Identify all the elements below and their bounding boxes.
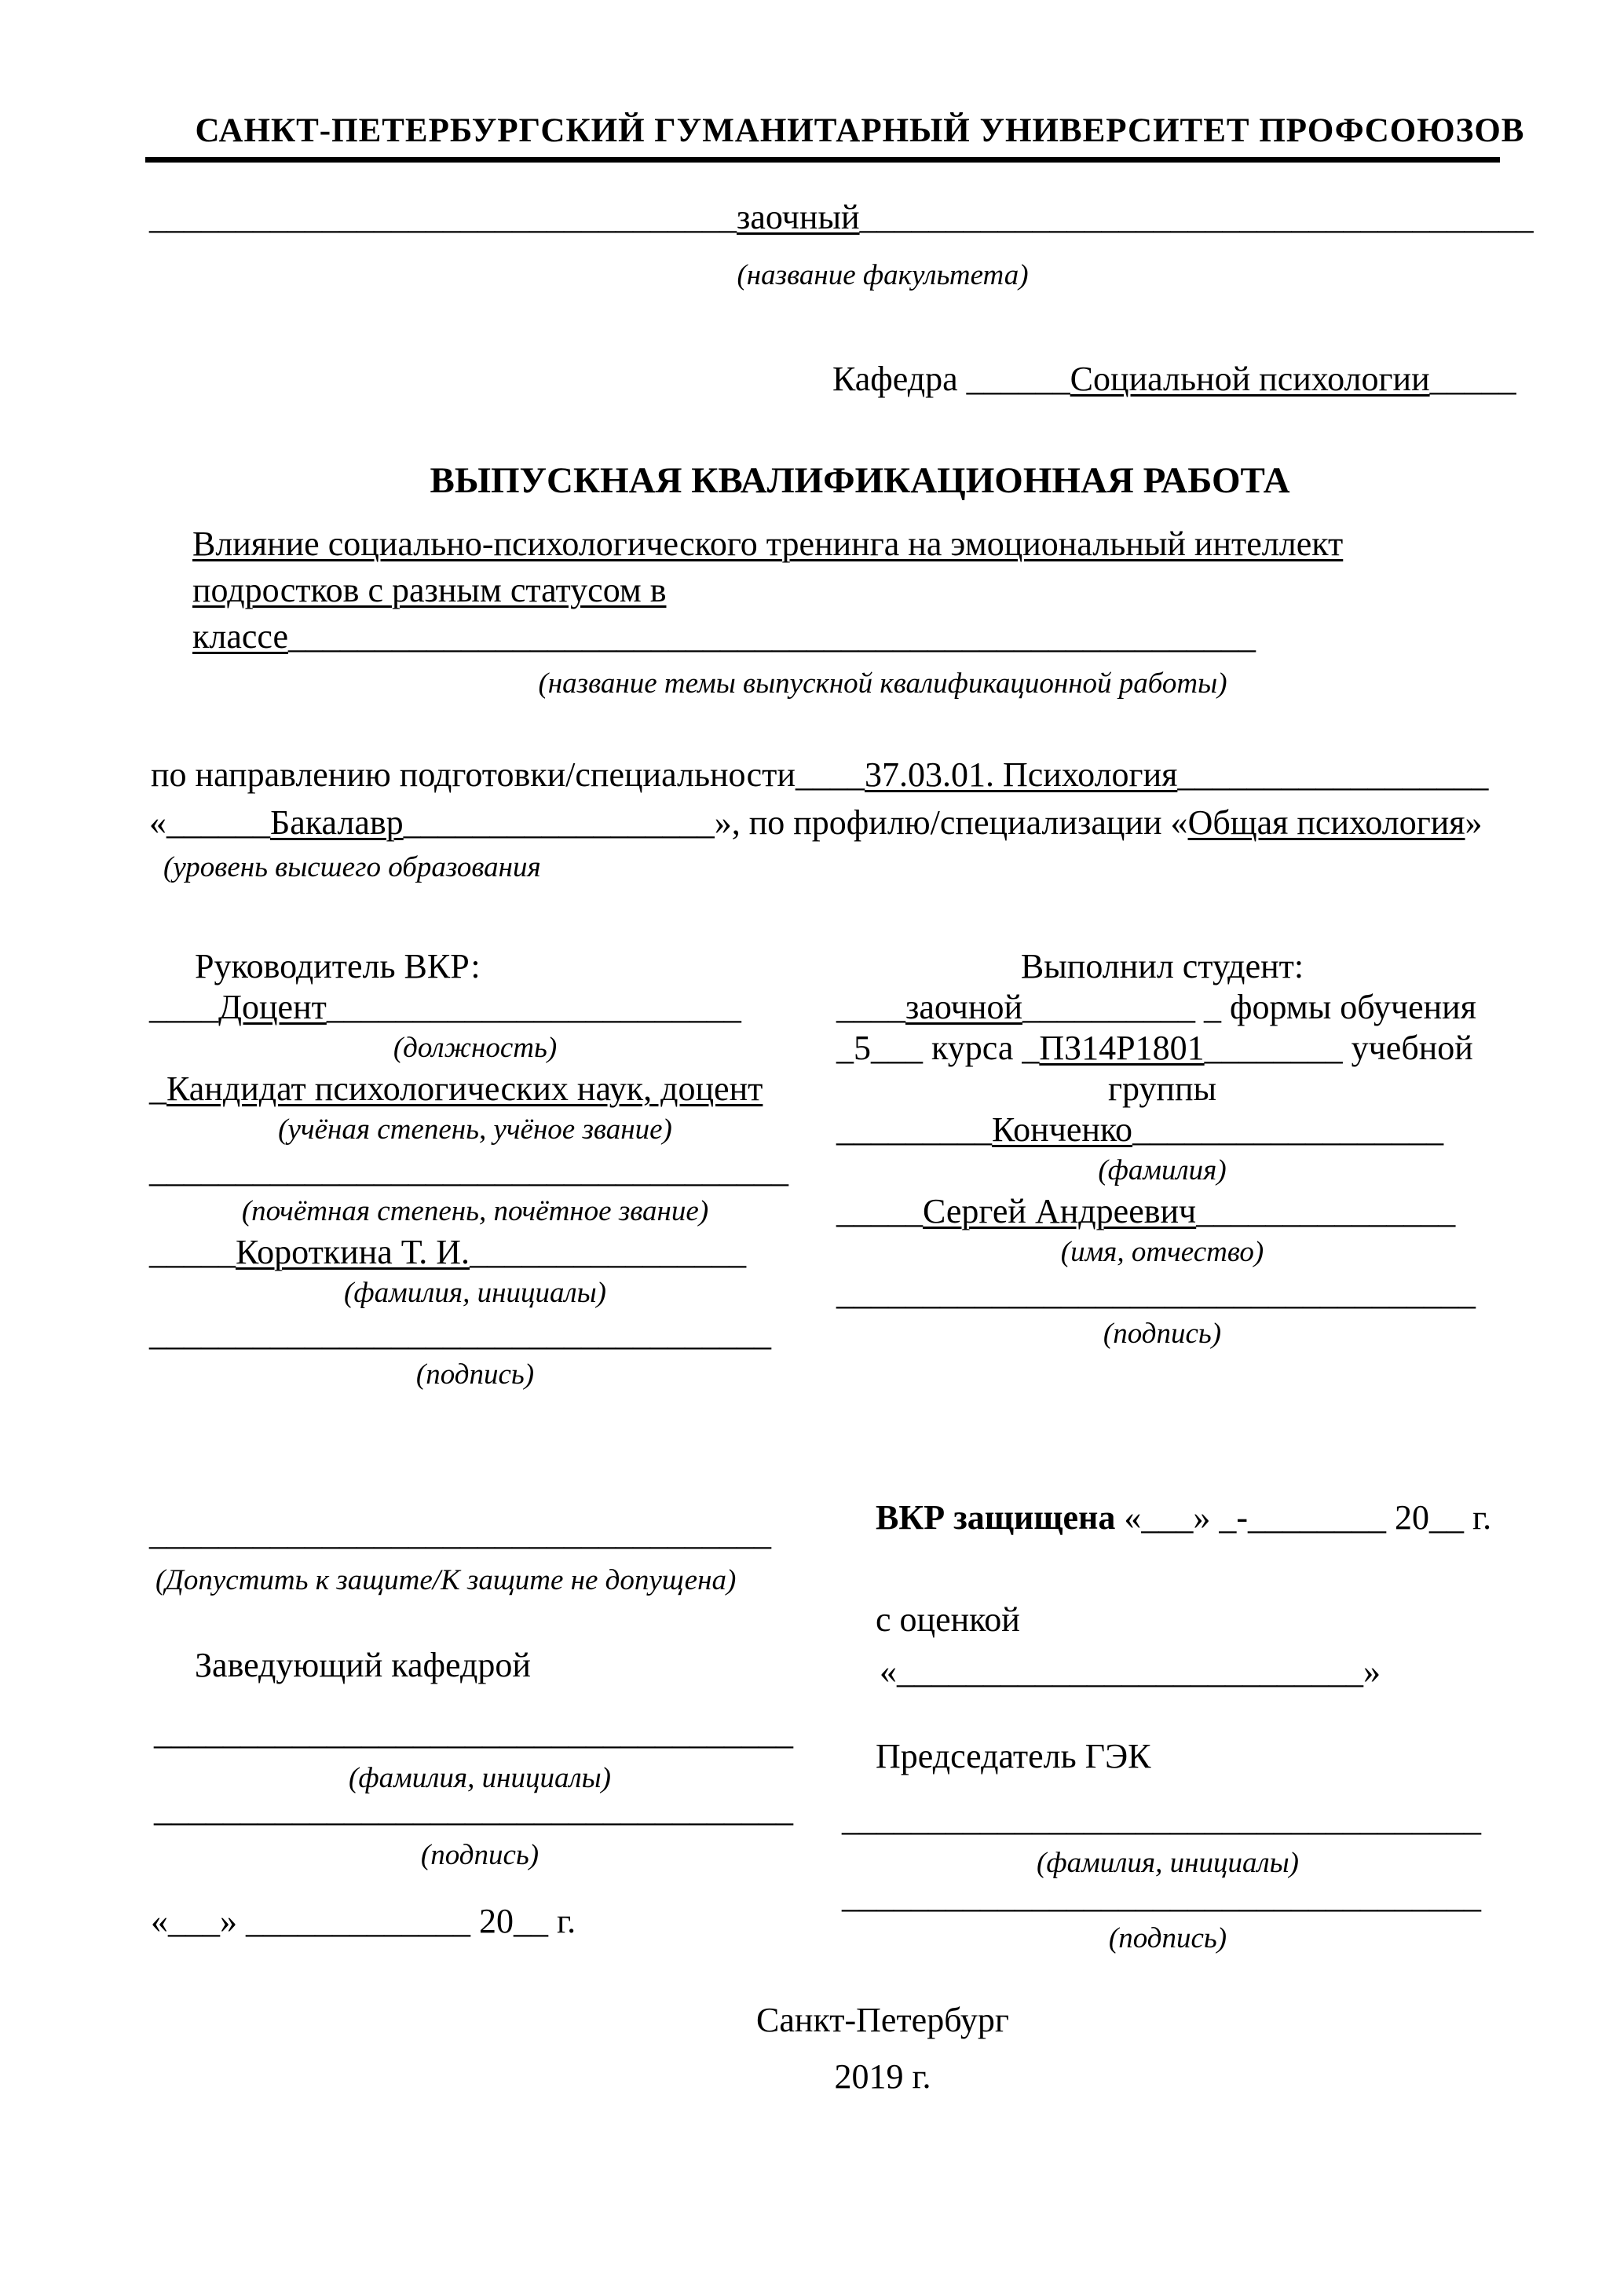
student-name-line: [836, 1191, 1545, 1232]
faculty-blank-post: _______________________________________: [859, 198, 1534, 236]
student-name-value: Сергей Андреевич: [923, 1192, 1197, 1230]
student-form-suffix: формы обучения: [1221, 988, 1476, 1026]
chairman-name-line: _____________________________________: [842, 1800, 1481, 1838]
honorary-caption: (почётная степень, почётное звание): [241, 1195, 709, 1227]
supervisor-column: [149, 946, 801, 1395]
direction-line: [151, 755, 1488, 795]
student-form-line: [836, 987, 1545, 1028]
supervisor-degree-line: [149, 1069, 801, 1110]
department-head-label: Заведующий кафедрой: [195, 1646, 531, 1684]
thesis-title-blank: ________________________________________________________: [288, 617, 1256, 656]
department-value: Социальной психологии: [1070, 360, 1430, 398]
supervisor-name-blank-post: ________________: [470, 1233, 747, 1271]
department-line: [832, 360, 1516, 400]
name-initials-caption: (фамилия, инициалы): [344, 1277, 606, 1309]
student-name-blank-pre: _____: [836, 1192, 923, 1230]
footer-city: Санкт-Петербург: [756, 2001, 1009, 2039]
student-course-line: [836, 1028, 1545, 1069]
department-label: Кафедра: [832, 360, 967, 398]
supervisor-position-blank-pre: ____: [149, 988, 218, 1026]
student-surname-value: Конченко: [992, 1110, 1133, 1149]
student-column: [836, 946, 1545, 1355]
department-head-name-line: _____________________________________: [154, 1713, 793, 1752]
defense-date-blanks: «___» _-________ 20__ г.: [1115, 1498, 1492, 1537]
direction-blank-pre: ____: [795, 755, 865, 794]
department-blank-post: _____: [1429, 360, 1516, 398]
name-initials-caption: (фамилия, инициалы): [349, 1762, 611, 1794]
student-surname-blank-post: __________________: [1132, 1110, 1444, 1149]
student-course-blank1: _: [836, 1029, 854, 1067]
signature-caption: (подпись): [415, 1358, 535, 1391]
supervisor-signature-line: ____________________________________: [149, 1314, 771, 1353]
department-blank-pre: ______: [966, 360, 1070, 398]
admission-caption: (Допустить к защите/К защите не допущена): [155, 1564, 737, 1596]
faculty-caption: (название факультета): [737, 259, 1029, 291]
university-title: САНКТ-ПЕТЕРБУРГСКИЙ ГУМАНИТАРНЫЙ УНИВЕРСИТЕТ ПРОФСОЮЗОВ: [195, 112, 1525, 149]
thesis-title-caption: (название темы выпускной квалификационной работы): [538, 667, 1227, 700]
level-blank-pre: ______: [166, 803, 270, 842]
defense-date-line: [876, 1498, 1491, 1538]
level-value: Бакалавр: [270, 803, 404, 842]
profile-label: », по профилю/специализации «: [714, 803, 1188, 842]
supervisor-name-value: Короткина Т. И.: [236, 1233, 470, 1271]
thesis-title-line1: Влияние социально-психологического тренинга на эмоциональный интеллект: [192, 525, 1344, 563]
profile-quote-close: »: [1465, 803, 1483, 842]
faculty-value: заочный: [737, 198, 860, 236]
thesis-title-line3-value: классе: [192, 617, 288, 656]
thesis-title-line2: подростков с разным статусом в: [192, 571, 667, 609]
supervisor-name-line: [149, 1232, 801, 1273]
grade-blank-line: «___________________________»: [880, 1652, 1381, 1691]
student-name-blank-post: _______________: [1196, 1192, 1456, 1230]
work-type-heading: ВЫПУСКНАЯ КВАЛИФИКАЦИОННАЯ РАБОТА: [430, 460, 1290, 501]
signature-caption: (подпись): [420, 1839, 540, 1871]
supervisor-position-blank-post: ________________________: [326, 988, 741, 1026]
direction-label: по направлению подготовки/специальности: [151, 755, 796, 794]
signature-caption: (подпись): [1108, 1922, 1227, 1954]
footer-year: 2019 г.: [834, 2057, 931, 2096]
student-signature-line: _____________________________________: [836, 1274, 1476, 1312]
supervisor-degree-value: Кандидат психологических наук, доцент: [166, 1069, 763, 1108]
supervisor-degree-blank-pre: _: [149, 1069, 166, 1108]
faculty-blank-pre: __________________________________: [149, 198, 737, 236]
supervisor-heading: Руководитель ВКР:: [195, 947, 481, 985]
profile-value: Общая психология: [1187, 803, 1465, 842]
signature-caption: (подпись): [1103, 1318, 1222, 1350]
signatories-section: [149, 946, 1545, 1449]
student-heading: Выполнил студент:: [1020, 947, 1304, 985]
student-group-word: группы: [1107, 1069, 1217, 1108]
student-form-value: заочной: [905, 988, 1022, 1026]
student-course-value: 5: [854, 1029, 871, 1067]
admission-date-line: «___» _____________ 20__ г.: [151, 1902, 576, 1940]
student-course-suffix: ________ учебной: [1204, 1029, 1473, 1067]
level-caption: (уровень высшего образования: [163, 851, 541, 883]
direction-value: 37.03.01. Психология: [864, 755, 1178, 794]
level-line: [149, 803, 1483, 843]
name-initials-caption: (фамилия, инициалы): [1037, 1847, 1299, 1879]
header-rule: [145, 157, 1500, 163]
degree-caption: (учёная степень, учёное звание): [278, 1113, 672, 1146]
faculty-line: [149, 198, 1534, 238]
department-head-signature-line: _____________________________________: [154, 1790, 793, 1829]
supervisor-position-line: [149, 987, 801, 1028]
chairman-signature-line: _____________________________________: [842, 1877, 1481, 1915]
admission-blank-line: ____________________________________: [149, 1514, 771, 1552]
position-caption: (должность): [393, 1032, 558, 1064]
level-quote-open: «: [149, 803, 166, 842]
chairman-label: Председатель ГЭК: [876, 1737, 1151, 1775]
student-course-mid: ___ курса _: [871, 1029, 1040, 1067]
student-form-blank-post: __________ _: [1022, 988, 1221, 1026]
surname-caption: (фамилия): [1098, 1154, 1227, 1186]
defense-label: ВКР защищена: [876, 1498, 1116, 1537]
student-surname-line: [836, 1110, 1545, 1150]
direction-blank-post: __________________: [1177, 755, 1489, 794]
approval-section: [149, 1492, 1545, 2042]
honorary-blank-line: _____________________________________: [149, 1151, 788, 1190]
thesis-title-line3: [192, 617, 1256, 657]
student-surname-blank-pre: _________: [836, 1110, 992, 1149]
supervisor-position-value: Доцент: [218, 988, 327, 1026]
student-form-blank-pre: ____: [836, 988, 905, 1026]
student-group-value: ПЗ14Р1801: [1039, 1029, 1205, 1067]
supervisor-name-blank-pre: _____: [149, 1233, 236, 1271]
level-blank-post: __________________: [403, 803, 715, 842]
grade-label: с оценкой: [876, 1600, 1020, 1639]
first-patronymic-caption: (имя, отчество): [1060, 1236, 1264, 1268]
